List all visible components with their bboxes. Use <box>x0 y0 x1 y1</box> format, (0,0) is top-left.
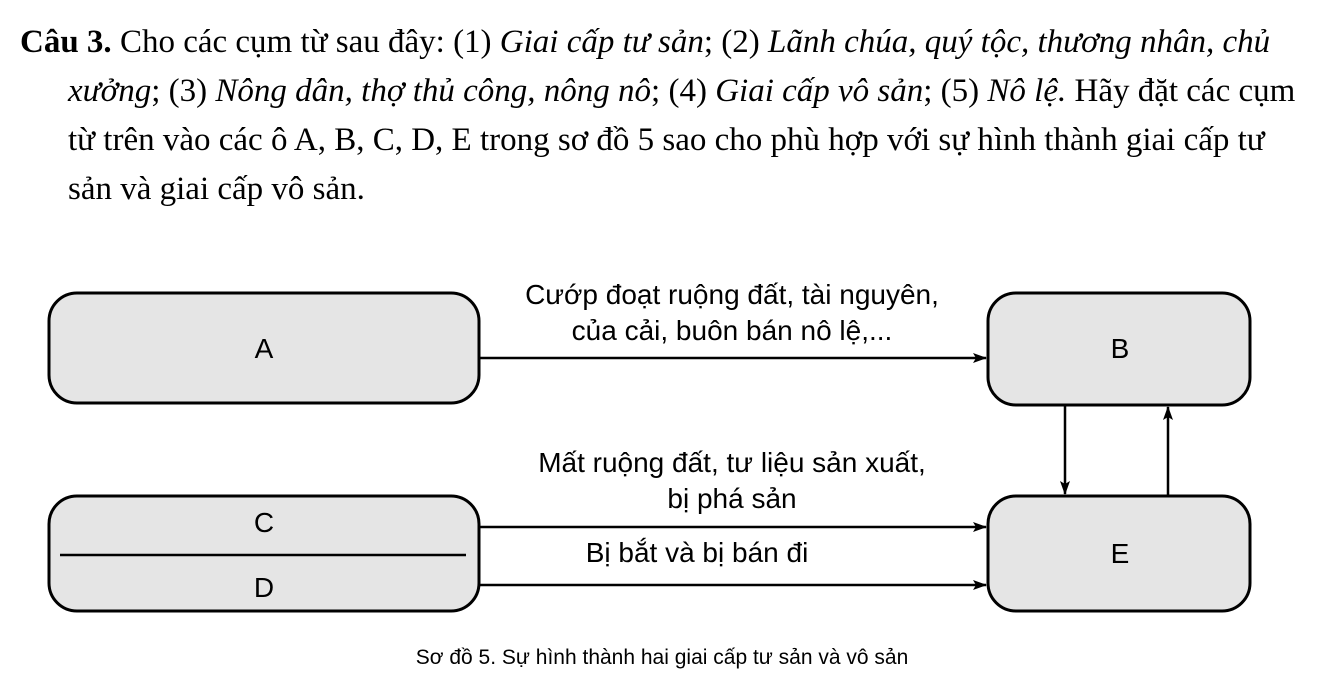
box-a-label: A <box>254 333 274 364</box>
arrow-c-to-e-label-line1: Mất ruộng đất, tư liệu sản xuất, <box>538 447 926 478</box>
question-text-5: ; (5) <box>923 73 988 109</box>
phrase-5: Nô lệ. <box>987 73 1067 109</box>
arrow-a-to-b-label-line2: của cải, buôn bán nô lệ,... <box>571 315 893 346</box>
question-text-4: ; (4) <box>651 73 716 109</box>
box-e-label: E <box>1110 538 1130 569</box>
box-b-label: B <box>1110 333 1130 364</box>
box-d-label: D <box>253 572 275 603</box>
phrase-1: Giai cấp tư sản <box>499 24 704 60</box>
arrow-c-to-e-label-line2: bị phá sản <box>667 483 797 514</box>
box-c-label: C <box>253 507 275 538</box>
question-text-3: ; (3) <box>151 73 216 109</box>
diagram-caption: Sơ đồ 5. Sự hình thành hai giai cấp tư sản và vô sản <box>415 646 909 669</box>
question-text-1: Cho các cụm từ sau đây: (1) <box>111 24 500 60</box>
phrase-3: Nông dân, thợ thủ công, nông nô <box>215 73 652 109</box>
question-text-2: ; (2) <box>703 24 769 60</box>
arrow-d-to-e-label: Bị bắt và bị bán đi <box>585 537 809 568</box>
phrase-4: Giai cấp vô sản <box>715 73 924 109</box>
arrow-a-to-b-label-line1: Cướp đoạt ruộng đất, tài nguyên, <box>525 279 939 310</box>
question-text-6: Hãy đặt các cụm từ trên vào các ô A, B, C, D, E trong sơ đồ 5 sao cho phù hợp với sự hình thành giai cấp tư sản và giai cấp vô sản. <box>68 73 1296 207</box>
phrase-2: Lãnh chúa, quý tộc, thương nhân, chủ xưởng <box>68 24 1271 109</box>
question-label: Câu 3. <box>20 24 112 60</box>
